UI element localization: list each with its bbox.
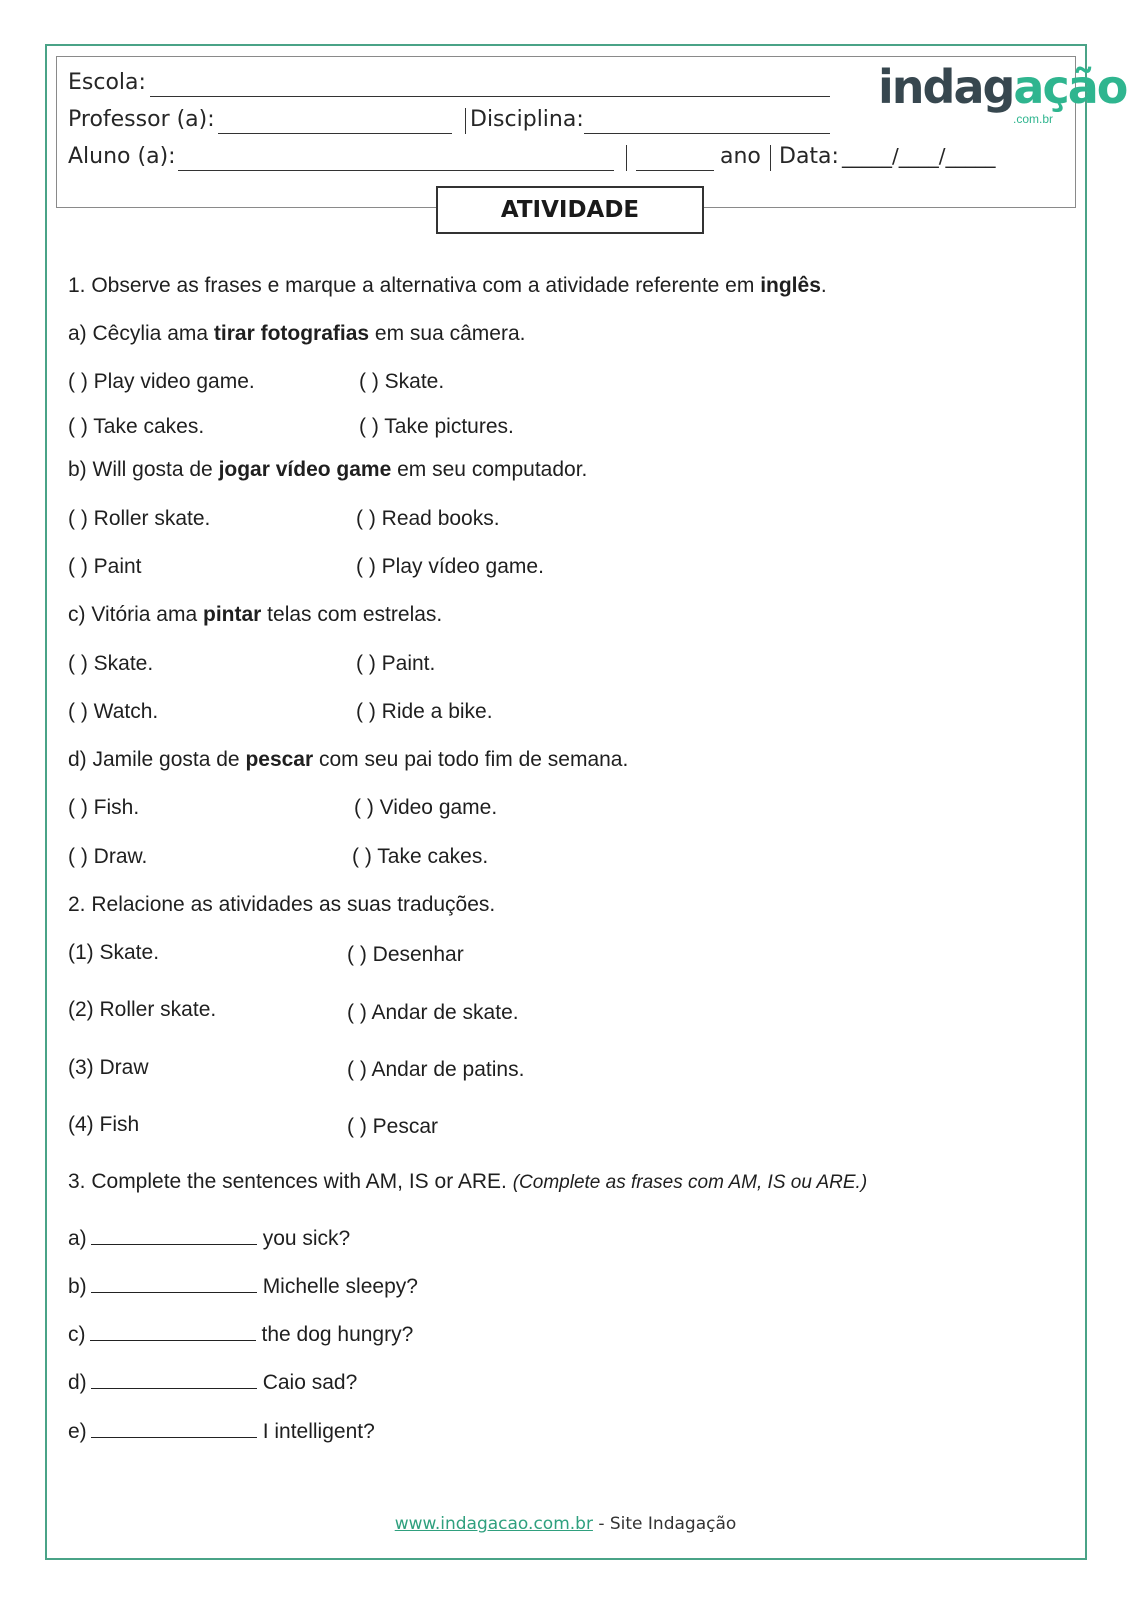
option-checkbox[interactable]: ( ) Video game. [354, 796, 498, 819]
option-checkbox[interactable]: ( ) Skate. [68, 652, 154, 675]
option-checkbox[interactable]: ( ) Take pictures. [359, 415, 514, 438]
page-title: ATIVIDADE [436, 186, 704, 234]
q2-term: (3) Draw [68, 1056, 149, 1079]
q2-term: (1) Skate. [68, 941, 160, 964]
teacher-label: Professor (a): [68, 107, 215, 132]
answer-blank[interactable] [91, 1374, 257, 1389]
year-label: ano [720, 144, 761, 169]
option-checkbox[interactable]: ( ) Play video game. [68, 370, 255, 393]
date-label: Data: [779, 144, 839, 169]
separator [465, 108, 466, 134]
q3-item: d) Caio sad? [68, 1371, 358, 1394]
separator [626, 145, 627, 171]
q1-item-c: c) Vitória ama pintar telas com estrelas. [68, 603, 443, 626]
site-link[interactable]: www.indagacao.com.br [394, 1514, 593, 1534]
q1-item-a: a) Cêcylia ama tirar fotografias em sua câmera. [68, 322, 526, 345]
q1-item-d: d) Jamile gosta de pescar com seu pai todo fim de semana. [68, 748, 629, 771]
logo-domain: .com.br [1013, 112, 1054, 126]
q2-match-field[interactable]: ( ) Andar de skate. [347, 1001, 519, 1024]
option-checkbox[interactable]: ( ) Roller skate. [68, 507, 211, 530]
q2-match-field[interactable]: ( ) Andar de patins. [347, 1058, 525, 1081]
q3-prompt: 3. Complete the sentences with AM, IS or ARE. (Complete as frases com AM, IS ou ARE.) [68, 1170, 868, 1193]
q2-match-field[interactable]: ( ) Desenhar [347, 943, 464, 966]
answer-blank[interactable] [91, 1423, 257, 1438]
indagacao-logo: indagação [878, 60, 1127, 114]
option-checkbox[interactable]: ( ) Draw. [68, 845, 148, 868]
answer-blank[interactable] [91, 1230, 257, 1245]
option-checkbox[interactable]: ( ) Skate. [359, 370, 445, 393]
option-checkbox[interactable]: ( ) Paint [68, 555, 142, 578]
teacher-blank[interactable] [218, 133, 452, 134]
student-blank[interactable] [178, 170, 614, 171]
option-checkbox[interactable]: ( ) Fish. [68, 796, 140, 819]
date-blank[interactable]: _____/____/_____ [842, 144, 996, 168]
q3-item: a) you sick? [68, 1227, 351, 1250]
option-checkbox[interactable]: ( ) Take cakes. [352, 845, 489, 868]
footer [0, 1514, 1131, 1534]
q2-term: (4) Fish [68, 1113, 140, 1136]
q3-item: e) I intelligent? [68, 1420, 375, 1443]
option-checkbox[interactable]: ( ) Watch. [68, 700, 159, 723]
subject-blank[interactable] [584, 133, 830, 134]
q3-item: b) Michelle sleepy? [68, 1275, 418, 1298]
school-blank[interactable] [150, 96, 830, 97]
q2-match-field[interactable]: ( ) Pescar [347, 1115, 439, 1138]
subject-label: Disciplina: [470, 107, 584, 132]
q3-item: c) the dog hungry? [68, 1323, 414, 1346]
separator [770, 145, 771, 171]
option-checkbox[interactable]: ( ) Ride a bike. [356, 700, 493, 723]
q2-term: (2) Roller skate. [68, 998, 217, 1021]
option-checkbox[interactable]: ( ) Paint. [356, 652, 436, 675]
answer-blank[interactable] [91, 1278, 257, 1293]
q1-item-b: b) Will gosta de jogar vídeo game em seu computador. [68, 458, 588, 481]
q2-prompt: 2. Relacione as atividades as suas traduções. [68, 893, 496, 916]
answer-blank[interactable] [90, 1326, 256, 1341]
student-label: Aluno (a): [68, 144, 176, 169]
q1-prompt: 1. Observe as frases e marque a alternativa com a atividade referente em inglês. [68, 274, 827, 297]
footer-suffix: - Site Indagação [592, 1514, 737, 1534]
option-checkbox[interactable]: ( ) Read books. [356, 507, 500, 530]
year-blank[interactable] [636, 170, 714, 171]
option-checkbox[interactable]: ( ) Play vídeo game. [356, 555, 544, 578]
school-label: Escola: [68, 70, 146, 95]
option-checkbox[interactable]: ( ) Take cakes. [68, 415, 205, 438]
